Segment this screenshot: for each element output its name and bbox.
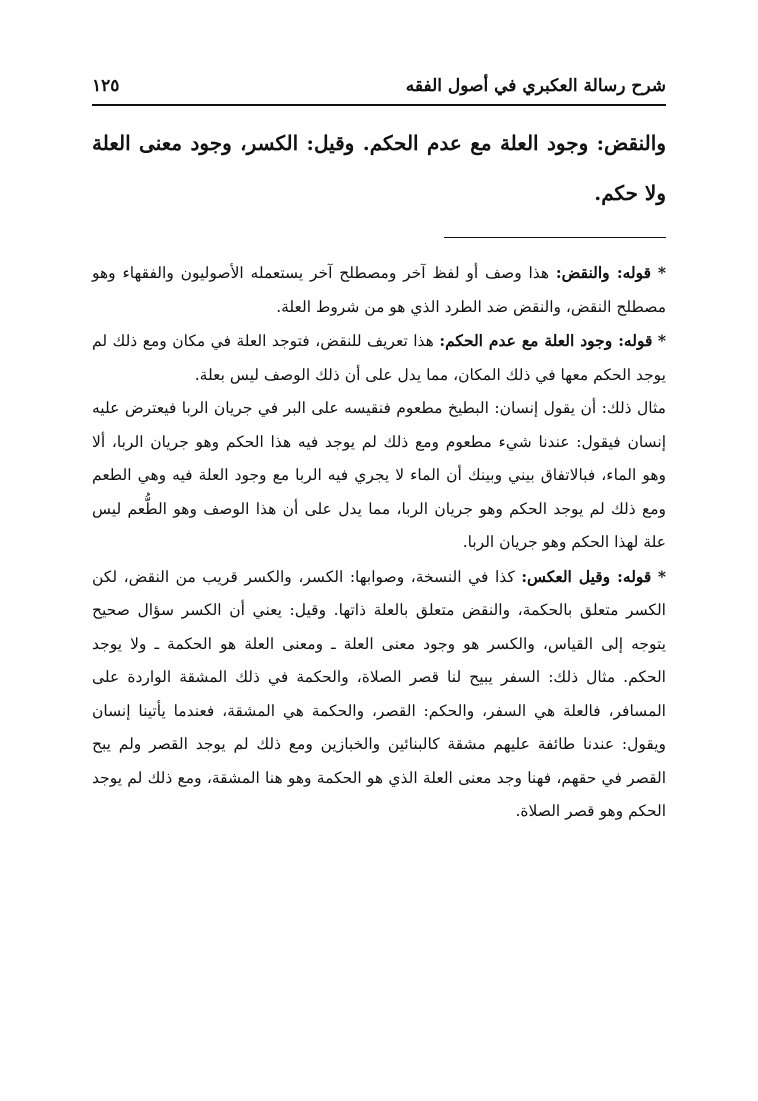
running-header: [92, 62, 666, 96]
commentary-paragraph: [92, 256, 666, 324]
commentary-lemma: قوله: والنقض:: [555, 263, 652, 282]
commentary-paragraph: [92, 324, 666, 392]
star-marker: *: [657, 263, 666, 282]
commentary-text: هذا وصف أو لفظ آخر ومصطلح آخر يستعمله الأصوليون والفقهاء وهو مصطلح النقض، والنقض ضد الطرد الذي هو من شروط العلة.: [92, 264, 666, 316]
star-marker: *: [657, 331, 666, 350]
footnote-separator: [444, 237, 666, 238]
commentary-text: هذا تعريف للنقض، فتوجد العلة في مكان ومع ذلك لم يوجد الحكم معها في ذلك المكان، مما يدل على أن ذلك الوصف ليس بعلة.: [92, 332, 666, 384]
header-rule: [92, 104, 666, 106]
commentary-paragraph: [92, 392, 666, 560]
commentary-paragraph: [92, 560, 666, 829]
page-number: ١٢٥: [92, 76, 120, 96]
running-title: شرح رسالة العكبري في أصول الفقه: [405, 76, 666, 96]
matn-text: والنقض: وجود العلة مع عدم الحكم. وقيل: الكسر، وجود معنى العلة ولا حكم.: [92, 131, 666, 205]
commentary-text: مثال ذلك: أن يقول إنسان: البطيخ مطعوم فنقيسه على البر في جريان الربا فيعترض عليه إنسان فيقول: عندنا شيء مطعوم ومع ذلك لم يوجد فيه هذا الحكم وهو جريان الربا، ألا وهو الماء، فبالاتفاق بيني وبينك أن الماء لا يجري فيه الربا مع وجود العلة فيه وهي الطعم ومع ذلك لم يوجد الحكم وهو جريان الربا، مما يدل على أن هذا الوصف وهو الطُّعم ليس علة لهذا الحكم وهو جريان الربا.: [92, 399, 666, 551]
star-marker: *: [657, 566, 666, 586]
commentary-lemma: قوله: وقيل العكس:: [521, 566, 652, 586]
commentary-lemma: قوله: وجود العلة مع عدم الحكم:: [439, 331, 653, 350]
commentary-text: كذا في النسخة، وصوابها: الكسر، والكسر قريب من النقض، لكن الكسر متعلق بالحكمة، والنقض متعلق بالعلة ذاتها. وقيل: يعني أن الكسر سؤال صحيح يتوجه إلى القياس، والكسر هو وجود معنى العلة ـ ومعنى العلة هو الحكمة ـ ولا يوجد الحكم. مثال ذلك: السفر يبيح لنا قصر الصلاة، والحكمة في ذلك المشقة الواردة على المسافر، فالعلة هي السفر، والحكم: القصر، والحكمة هي المشقة، فعندما يأتينا إنسان ويقول: عندنا طائفة عليهم مشقة كالبنائين والخبازين ومع ذلك لم يوجد القصر ولم يبح القصر في حقهم، فهنا وجد معنى العلة الذي هو الحكمة وهو هنا المشقة، ومع ذلك لم يوجد الحكم وهو قصر الصلاة.: [92, 567, 666, 820]
commentary: [92, 256, 666, 829]
